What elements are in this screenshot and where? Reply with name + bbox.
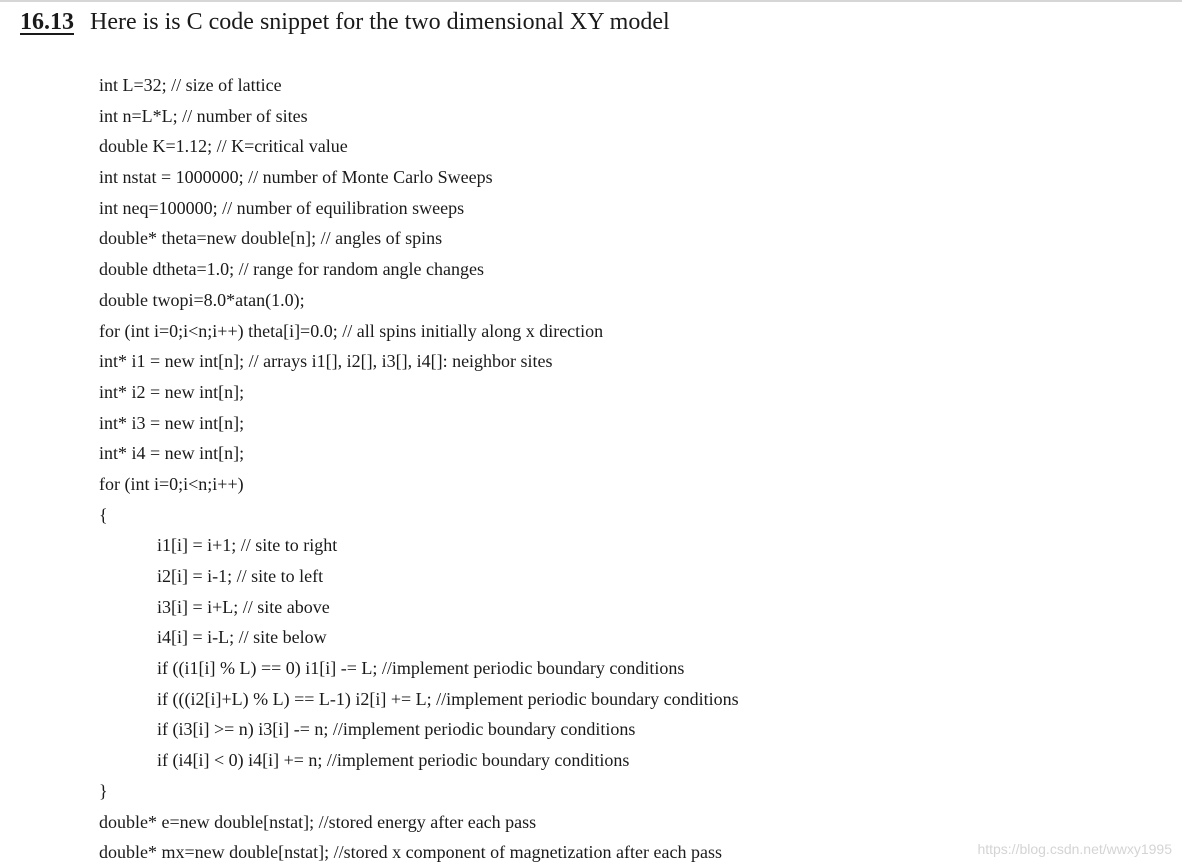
code-line: i4[i] = i-L; // site below bbox=[157, 627, 327, 648]
code-line: int* i3 = new int[n]; bbox=[99, 412, 245, 433]
code-line: int nstat = 1000000; // number of Monte Carlo Sweeps bbox=[99, 167, 493, 188]
code-line: if (i4[i] < 0) i4[i] += n; //implement periodic boundary conditions bbox=[157, 750, 630, 771]
code-line: for (int i=0;i<n;i++) theta[i]=0.0; // all spins initially along x direction bbox=[99, 320, 604, 341]
code-line: int* i4 = new int[n]; bbox=[99, 443, 245, 464]
code-line: if ((i1[i] % L) == 0) i1[i] -= L; //implement periodic boundary conditions bbox=[157, 658, 685, 679]
top-rule bbox=[0, 0, 1182, 2]
code-snippet bbox=[99, 70, 739, 868]
problem-number: 16.13 bbox=[20, 9, 74, 35]
code-line: double K=1.12; // K=critical value bbox=[99, 136, 348, 157]
code-line: double* e=new double[nstat]; //stored energy after each pass bbox=[99, 811, 537, 832]
code-line: } bbox=[99, 780, 108, 801]
code-line: int n=L*L; // number of sites bbox=[99, 105, 308, 126]
code-line: int L=32; // size of lattice bbox=[99, 75, 282, 95]
code-line: i3[i] = i+L; // site above bbox=[157, 596, 330, 617]
watermark: https://blog.csdn.net/wwxy1995 bbox=[977, 841, 1172, 857]
code-line: int* i2 = new int[n]; bbox=[99, 381, 245, 402]
code-line: int neq=100000; // number of equilibration sweeps bbox=[99, 197, 465, 218]
code-line: if (i3[i] >= n) i3[i] -= n; //implement periodic boundary conditions bbox=[157, 719, 636, 740]
code-line: double* theta=new double[n]; // angles of spins bbox=[99, 228, 443, 249]
code-line: i1[i] = i+1; // site to right bbox=[157, 535, 338, 556]
code-line: int* i1 = new int[n]; // arrays i1[], i2[], i3[], i4[]: neighbor sites bbox=[99, 351, 553, 372]
code-line: double twopi=8.0*atan(1.0); bbox=[99, 289, 305, 310]
code-line: double dtheta=1.0; // range for random angle changes bbox=[99, 259, 485, 280]
code-line: if (((i2[i]+L) % L) == L-1) i2[i] += L; //implement periodic boundary conditions bbox=[157, 688, 739, 709]
code-line: { bbox=[99, 504, 108, 525]
code-line: i2[i] = i-1; // site to left bbox=[157, 566, 324, 586]
code-line: double* mx=new double[nstat]; //stored x component of magnetization after each pass bbox=[99, 842, 722, 863]
code-line: for (int i=0;i<n;i++) bbox=[99, 473, 244, 494]
problem-heading bbox=[20, 6, 670, 38]
problem-title: Here is is C code snippet for the two dimensional XY model bbox=[90, 9, 670, 35]
